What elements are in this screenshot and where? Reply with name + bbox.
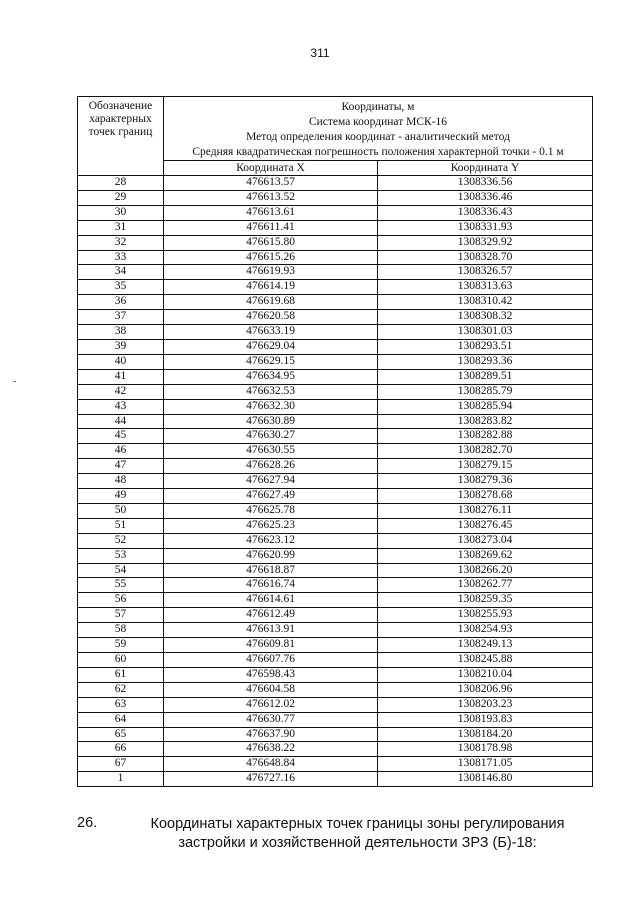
point-number-cell: 56 <box>78 593 164 608</box>
table-row <box>78 623 593 638</box>
table-row <box>78 205 593 220</box>
table-row <box>78 667 593 682</box>
coordinate-y-cell: 1308282.70 <box>378 444 593 459</box>
table-row <box>78 295 593 310</box>
point-number-cell: 32 <box>78 235 164 250</box>
coordinate-y-cell: 1308301.03 <box>378 325 593 340</box>
coordinate-y-cell: 1308285.79 <box>378 384 593 399</box>
coordinate-y-cell: 1308245.88 <box>378 653 593 668</box>
point-number-cell: 31 <box>78 220 164 235</box>
table-row <box>78 608 593 623</box>
coordinate-x-cell: 476614.61 <box>164 593 378 608</box>
point-number-cell: 49 <box>78 489 164 504</box>
table-row <box>78 772 593 787</box>
coordinate-y-cell: 1308193.83 <box>378 712 593 727</box>
coordinate-y-cell: 1308293.36 <box>378 354 593 369</box>
point-number-cell: 29 <box>78 190 164 205</box>
coordinate-y-cell: 1308206.96 <box>378 682 593 697</box>
point-number-cell: 47 <box>78 459 164 474</box>
header-line: Метод определения координат - аналитический метод <box>246 131 510 143</box>
table-row <box>78 280 593 295</box>
coordinate-x-cell: 476598.43 <box>164 667 378 682</box>
coordinate-y-cell: 1308266.20 <box>378 563 593 578</box>
coordinate-y-cell: 1308276.11 <box>378 503 593 518</box>
header-line: Координаты, м <box>341 101 415 113</box>
coordinate-x-cell: 476637.90 <box>164 727 378 742</box>
table-row <box>78 563 593 578</box>
point-number-cell: 44 <box>78 414 164 429</box>
coordinate-x-cell: 476629.04 <box>164 339 378 354</box>
coordinate-y-cell: 1308336.56 <box>378 176 593 191</box>
column-header-x: Координата X <box>164 161 378 176</box>
table-row <box>78 325 593 340</box>
point-number-cell: 55 <box>78 578 164 593</box>
table-row <box>78 384 593 399</box>
table-row <box>78 474 593 489</box>
coordinate-y-cell: 1308282.88 <box>378 429 593 444</box>
coordinate-y-cell: 1308210.04 <box>378 667 593 682</box>
table-row <box>78 742 593 757</box>
point-number-cell: 66 <box>78 742 164 757</box>
coordinate-y-cell: 1308146.80 <box>378 772 593 787</box>
coordinate-x-cell: 476633.19 <box>164 325 378 340</box>
coordinate-y-cell: 1308254.93 <box>378 623 593 638</box>
coordinate-x-cell: 476613.91 <box>164 623 378 638</box>
point-number-cell: 54 <box>78 563 164 578</box>
coordinate-x-cell: 476612.49 <box>164 608 378 623</box>
coordinate-x-cell: 476634.95 <box>164 369 378 384</box>
coordinate-x-cell: 476614.19 <box>164 280 378 295</box>
coordinate-x-cell: 476627.94 <box>164 474 378 489</box>
coordinate-x-cell: 476620.58 <box>164 310 378 325</box>
table-row <box>78 533 593 548</box>
coordinate-y-cell: 1308310.42 <box>378 295 593 310</box>
coordinate-x-cell: 476727.16 <box>164 772 378 787</box>
table-row <box>78 310 593 325</box>
point-number-cell: 58 <box>78 623 164 638</box>
coordinate-x-cell: 476611.41 <box>164 220 378 235</box>
table-row <box>78 757 593 772</box>
coordinate-x-cell: 476648.84 <box>164 757 378 772</box>
table-row <box>78 697 593 712</box>
table-row <box>78 593 593 608</box>
point-number-cell: 39 <box>78 339 164 354</box>
scan-artifact: - <box>13 376 17 387</box>
coordinate-y-cell: 1308293.51 <box>378 339 593 354</box>
point-number-cell: 41 <box>78 369 164 384</box>
coordinate-x-cell: 476618.87 <box>164 563 378 578</box>
point-number-cell: 61 <box>78 667 164 682</box>
table-row <box>78 354 593 369</box>
table-row <box>78 235 593 250</box>
point-number-cell: 65 <box>78 727 164 742</box>
table-row <box>78 369 593 384</box>
table-row <box>78 414 593 429</box>
coordinate-y-cell: 1308283.82 <box>378 414 593 429</box>
coordinate-x-cell: 476613.61 <box>164 205 378 220</box>
table-row <box>78 250 593 265</box>
coordinate-y-cell: 1308336.43 <box>378 205 593 220</box>
coordinate-y-cell: 1308249.13 <box>378 638 593 653</box>
point-number-cell: 1 <box>78 772 164 787</box>
coordinate-y-cell: 1308279.15 <box>378 459 593 474</box>
point-number-cell: 38 <box>78 325 164 340</box>
point-number-cell: 53 <box>78 548 164 563</box>
coordinate-x-cell: 476620.99 <box>164 548 378 563</box>
table-row <box>78 548 593 563</box>
table-row <box>78 518 593 533</box>
table-row <box>78 578 593 593</box>
page-number: 311 <box>310 46 330 60</box>
coordinate-y-cell: 1308273.04 <box>378 533 593 548</box>
point-number-cell: 28 <box>78 176 164 191</box>
coordinate-x-cell: 476613.52 <box>164 190 378 205</box>
point-number-cell: 57 <box>78 608 164 623</box>
coordinate-x-cell: 476616.74 <box>164 578 378 593</box>
coordinate-y-cell: 1308279.36 <box>378 474 593 489</box>
coordinate-x-cell: 476623.12 <box>164 533 378 548</box>
table-row <box>78 399 593 414</box>
coordinate-x-cell: 476638.22 <box>164 742 378 757</box>
point-number-cell: 50 <box>78 503 164 518</box>
point-number-cell: 37 <box>78 310 164 325</box>
header-point-designation: Обозначение характерных точек границ <box>78 97 164 176</box>
coordinates-table <box>77 96 593 787</box>
table-row <box>78 682 593 697</box>
point-number-cell: 40 <box>78 354 164 369</box>
coordinate-x-cell: 476630.55 <box>164 444 378 459</box>
header-line: Средняя квадратическая погрешность положения характерной точки - 0.1 м <box>192 146 564 158</box>
coordinate-x-cell: 476609.81 <box>164 638 378 653</box>
coordinate-x-cell: 476627.49 <box>164 489 378 504</box>
table-row <box>78 653 593 668</box>
coordinate-x-cell: 476615.26 <box>164 250 378 265</box>
coordinate-x-cell: 476612.02 <box>164 697 378 712</box>
table-row <box>78 176 593 191</box>
point-number-cell: 52 <box>78 533 164 548</box>
coordinate-x-cell: 476629.15 <box>164 354 378 369</box>
point-number-cell: 30 <box>78 205 164 220</box>
coordinate-y-cell: 1308328.70 <box>378 250 593 265</box>
coordinate-y-cell: 1308313.63 <box>378 280 593 295</box>
point-number-cell: 59 <box>78 638 164 653</box>
table-row <box>78 444 593 459</box>
coordinate-y-cell: 1308329.92 <box>378 235 593 250</box>
point-number-cell: 48 <box>78 474 164 489</box>
table-row <box>78 429 593 444</box>
coordinate-y-cell: 1308326.57 <box>378 265 593 280</box>
coordinate-x-cell: 476625.78 <box>164 503 378 518</box>
coordinate-x-cell: 476630.77 <box>164 712 378 727</box>
coordinate-y-cell: 1308262.77 <box>378 578 593 593</box>
coordinate-x-cell: 476630.27 <box>164 429 378 444</box>
coordinate-x-cell: 476619.68 <box>164 295 378 310</box>
coordinate-y-cell: 1308336.46 <box>378 190 593 205</box>
point-number-cell: 46 <box>78 444 164 459</box>
table-row <box>78 459 593 474</box>
coordinate-y-cell: 1308203.23 <box>378 697 593 712</box>
coordinate-y-cell: 1308178.98 <box>378 742 593 757</box>
table-row <box>78 712 593 727</box>
point-number-cell: 63 <box>78 697 164 712</box>
coordinate-y-cell: 1308269.62 <box>378 548 593 563</box>
point-number-cell: 35 <box>78 280 164 295</box>
coordinate-x-cell: 476619.93 <box>164 265 378 280</box>
coordinate-x-cell: 476615.80 <box>164 235 378 250</box>
table-row <box>78 190 593 205</box>
coordinate-y-cell: 1308255.93 <box>378 608 593 623</box>
point-number-cell: 64 <box>78 712 164 727</box>
point-number-cell: 34 <box>78 265 164 280</box>
coordinate-y-cell: 1308276.45 <box>378 518 593 533</box>
section-title: Координаты характерных точек границы зоны регулирования застройки и хозяйственной деятельности ЗРЗ (Б)-18: <box>150 816 565 851</box>
point-number-cell: 45 <box>78 429 164 444</box>
point-number-cell: 36 <box>78 295 164 310</box>
coordinate-y-cell: 1308331.93 <box>378 220 593 235</box>
table-row <box>78 265 593 280</box>
coordinate-y-cell: 1308289.51 <box>378 369 593 384</box>
point-number-cell: 67 <box>78 757 164 772</box>
coordinate-y-cell: 1308278.68 <box>378 489 593 504</box>
point-number-cell: 62 <box>78 682 164 697</box>
coordinate-x-cell: 476607.76 <box>164 653 378 668</box>
coordinate-x-cell: 476625.23 <box>164 518 378 533</box>
point-number-cell: 33 <box>78 250 164 265</box>
point-number-cell: 43 <box>78 399 164 414</box>
coordinate-y-cell: 1308184.20 <box>378 727 593 742</box>
header-coordinates-info <box>164 97 593 161</box>
header-line: Система координат МСК-16 <box>308 116 448 128</box>
coordinate-x-cell: 476628.26 <box>164 459 378 474</box>
point-number-cell: 60 <box>78 653 164 668</box>
coordinate-y-cell: 1308308.32 <box>378 310 593 325</box>
coordinate-x-cell: 476632.30 <box>164 399 378 414</box>
section-number: 26. <box>77 815 98 831</box>
table-row <box>78 489 593 504</box>
table-row <box>78 503 593 518</box>
coordinate-y-cell: 1308285.94 <box>378 399 593 414</box>
column-header-y: Координата Y <box>378 161 593 176</box>
coordinate-x-cell: 476604.58 <box>164 682 378 697</box>
coordinate-x-cell: 476630.89 <box>164 414 378 429</box>
table-row <box>78 727 593 742</box>
table-row <box>78 339 593 354</box>
coordinate-x-cell: 476632.53 <box>164 384 378 399</box>
point-number-cell: 51 <box>78 518 164 533</box>
coordinate-y-cell: 1308171.05 <box>378 757 593 772</box>
point-number-cell: 42 <box>78 384 164 399</box>
table-row <box>78 638 593 653</box>
coordinate-y-cell: 1308259.35 <box>378 593 593 608</box>
table-row <box>78 220 593 235</box>
coordinate-x-cell: 476613.57 <box>164 176 378 191</box>
